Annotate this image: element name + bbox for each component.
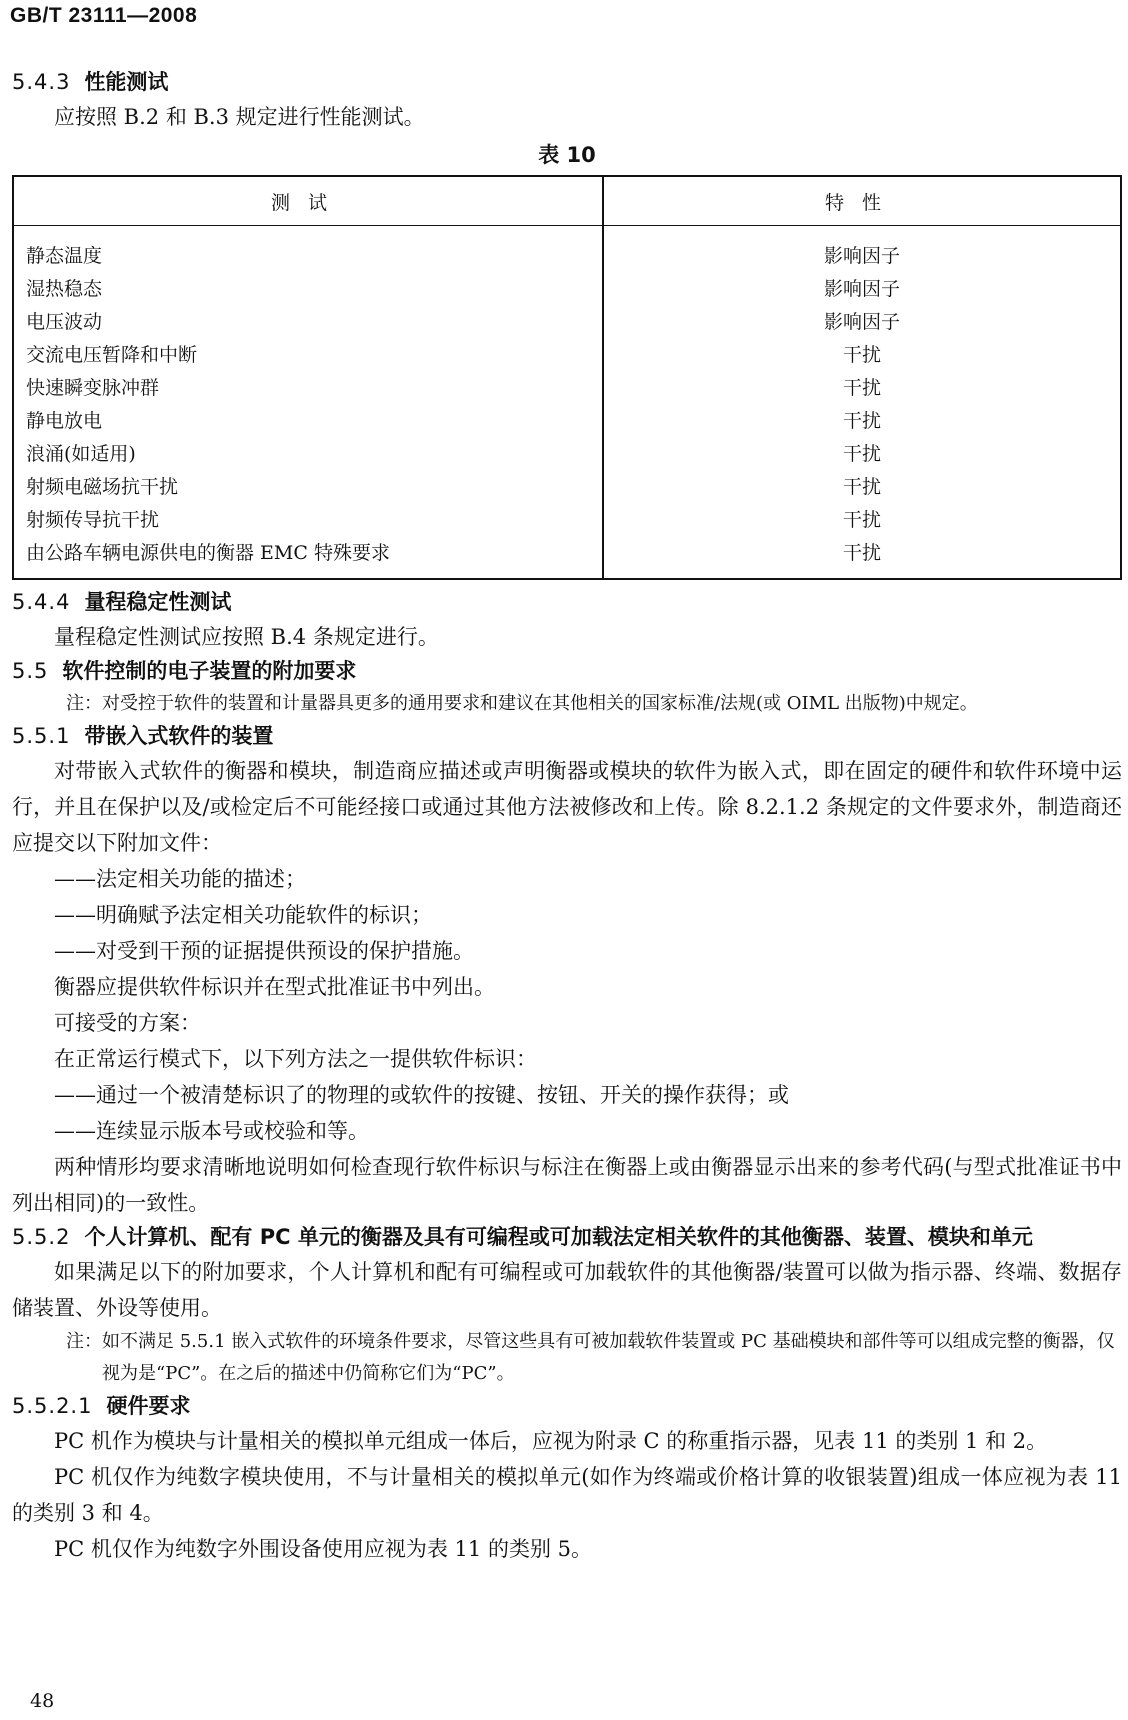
characteristic-cell: 干扰 [603, 403, 1121, 436]
paragraph: 应按照 B.2 和 B.3 规定进行性能测试。 [54, 105, 425, 129]
note: 注：对受控于软件的装置和计量器具更多的通用要求和建议在其他相关的国家标准/法规(或 OIML 出版物)中规定。 [66, 693, 978, 714]
table-row [13, 502, 1121, 535]
characteristic-cell: 干扰 [603, 535, 1121, 579]
paragraph: PC 机作为模块与计量相关的模拟单元组成一体后，应视为附录 C 的称重指示器，见表 11 的类别 1 和 2。 [54, 1429, 1048, 1453]
table-10 [12, 175, 1122, 580]
column-header-test: 测试 [13, 176, 603, 226]
section-title: 个人计算机、配有 PC 单元的衡器及具有可编程或可加载法定相关软件的其他衡器、装置、模块和单元 [84, 1225, 1033, 1249]
test-cell: 由公路车辆电源供电的衡器 EMC 特殊要求 [13, 535, 603, 579]
table-row [13, 304, 1121, 337]
test-cell: 浪涌(如适用) [13, 436, 603, 469]
table-body [13, 226, 1121, 580]
section-title: 软件控制的电子装置的附加要求 [62, 659, 357, 683]
section-5-4-3-heading [12, 66, 1122, 99]
section-number: 5.5.2 [12, 1225, 71, 1249]
note: 注：如不满足 5.5.1 嵌入式软件的环境条件要求，尽管这些具有可被加载软件装置或 PC 基础模块和部件等可以组成完整的衡器，仅视为是“PC”。在之后的描述中仍简称它们为“PC”。 [66, 1331, 1115, 1384]
dash-item: ——法定相关功能的描述； [54, 867, 306, 891]
dash-item: ——连续显示版本号或校验和等。 [54, 1119, 369, 1143]
section-title: 带嵌入式软件的装置 [84, 724, 274, 748]
section-5-5-heading [12, 655, 1122, 688]
section-5-4-4-heading [12, 586, 1122, 619]
characteristic-cell: 干扰 [603, 436, 1121, 469]
paragraph: 如果满足以下的附加要求，个人计算机和配有可编程或可加载软件的其他衡器/装置可以做为指示器、终端、数据存储装置、外设等使用。 [12, 1260, 1122, 1320]
table-row [13, 370, 1121, 403]
table-row [13, 271, 1121, 304]
paragraph: 对带嵌入式软件的衡器和模块，制造商应描述或声明衡器或模块的软件为嵌入式，即在固定的硬件和软件环境中运行，并且在保护以及/或检定后不可能经接口或通过其他方法被修改和上传。除 8.2.1.2 条规定的文件要求外，制造商还应提交以下附加文件： [12, 759, 1122, 855]
test-cell: 电压波动 [13, 304, 603, 337]
section-number: 5.5.1 [12, 724, 71, 748]
test-cell: 射频电磁场抗干扰 [13, 469, 603, 502]
paragraph: 在正常运行模式下，以下列方法之一提供软件标识： [54, 1047, 537, 1071]
section-number: 5.5 [12, 659, 49, 683]
section-number: 5.4.4 [12, 590, 71, 614]
section-title: 性能测试 [84, 70, 169, 94]
test-cell: 静电放电 [13, 403, 603, 436]
characteristic-cell: 影响因子 [603, 271, 1121, 304]
test-cell: 射频传导抗干扰 [13, 502, 603, 535]
characteristic-cell: 干扰 [603, 370, 1121, 403]
section-5-5-2-1-heading [12, 1390, 1122, 1423]
dash-item: ——通过一个被清楚标识了的物理的或软件的按键、按钮、开关的操作获得；或 [54, 1083, 789, 1107]
document-header: GB/T 23111—2008 [10, 4, 198, 27]
section-5-5-2-heading [12, 1221, 1122, 1254]
paragraph: PC 机仅作为纯数字外围设备使用应视为表 11 的类别 5。 [54, 1537, 592, 1561]
table-row [13, 469, 1121, 502]
paragraph: 衡器应提供软件标识并在型式批准证书中列出。 [54, 975, 495, 999]
page-content [12, 66, 1122, 1567]
test-cell: 快速瞬变脉冲群 [13, 370, 603, 403]
test-cell: 交流电压暂降和中断 [13, 337, 603, 370]
paragraph: 可接受的方案： [54, 1011, 201, 1035]
test-cell: 静态温度 [13, 226, 603, 272]
characteristic-cell: 干扰 [603, 469, 1121, 502]
test-cell: 湿热稳态 [13, 271, 603, 304]
characteristic-cell: 干扰 [603, 337, 1121, 370]
page-number: 48 [30, 1690, 55, 1712]
characteristic-cell: 影响因子 [603, 226, 1121, 272]
paragraph: 量程稳定性测试应按照 B.4 条规定进行。 [54, 625, 439, 649]
table-row [13, 403, 1121, 436]
table-row [13, 436, 1121, 469]
dash-item: ——明确赋予法定相关功能软件的标识； [54, 903, 432, 927]
section-title: 量程稳定性测试 [84, 590, 232, 614]
characteristic-cell: 影响因子 [603, 304, 1121, 337]
characteristic-cell: 干扰 [603, 502, 1121, 535]
table-row [13, 535, 1121, 579]
table-row [13, 226, 1121, 272]
section-title: 硬件要求 [106, 1394, 191, 1418]
paragraph: PC 机仅作为纯数字模块使用，不与计量相关的模拟单元(如作为终端或价格计算的收银装置)组成一体应视为表 11 的类别 3 和 4。 [12, 1465, 1122, 1525]
table-10-caption: 表 10 [538, 143, 596, 167]
section-number: 5.4.3 [12, 70, 71, 94]
section-5-5-1-heading [12, 720, 1122, 753]
paragraph: 两种情形均要求清晰地说明如何检查现行软件标识与标注在衡器上或由衡器显示出来的参考代码(与型式批准证书中列出相同)的一致性。 [12, 1155, 1122, 1215]
dash-item: ——对受到干预的证据提供预设的保护措施。 [54, 939, 474, 963]
section-number: 5.5.2.1 [12, 1394, 93, 1418]
column-header-characteristic: 特性 [603, 176, 1121, 226]
table-header-row [13, 176, 1121, 226]
table-row [13, 337, 1121, 370]
